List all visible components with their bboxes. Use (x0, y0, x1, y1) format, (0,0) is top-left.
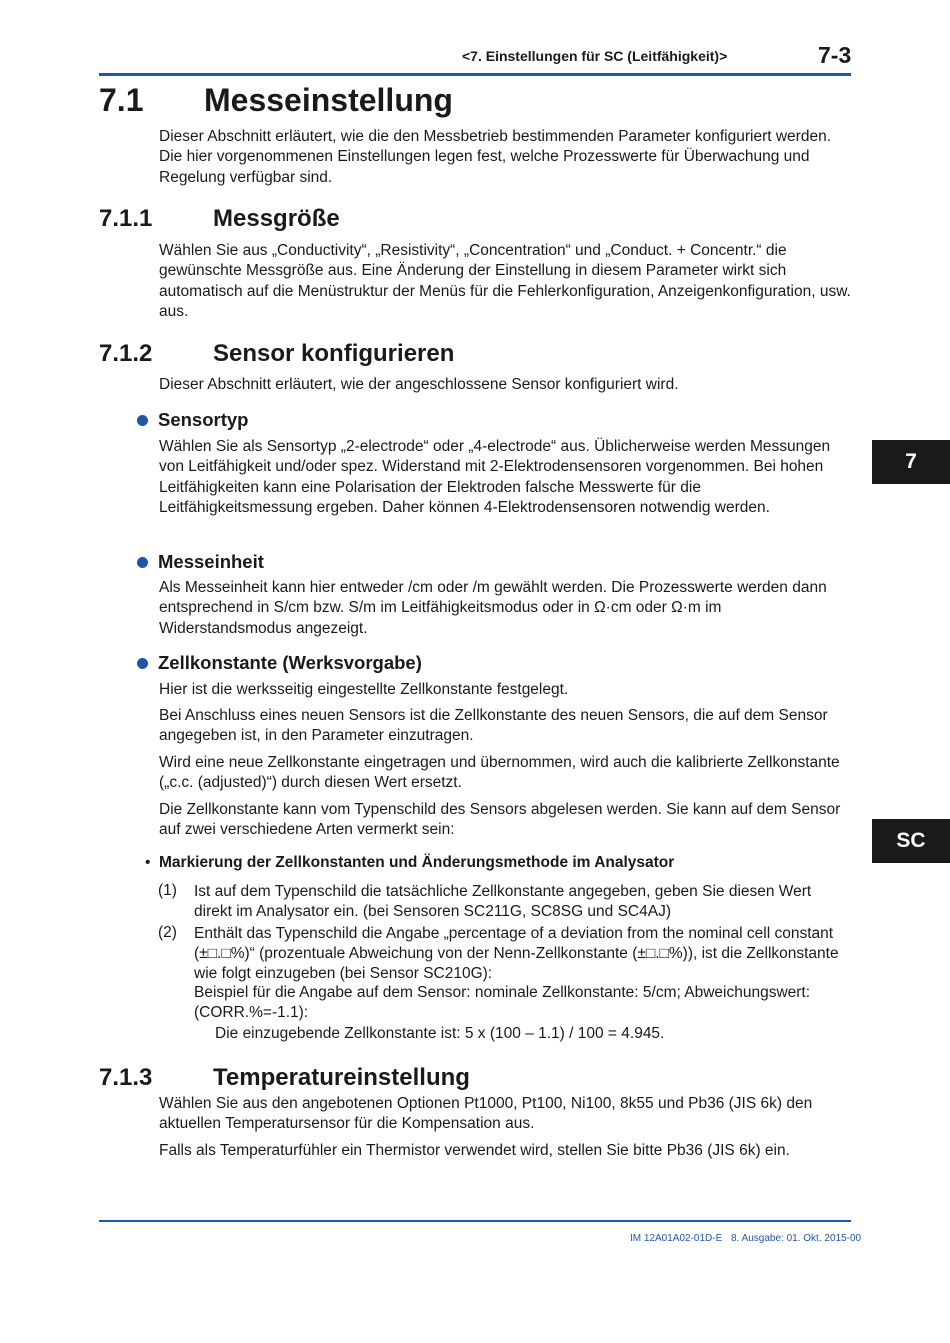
list-item-text: Ist auf dem Typenschild die tatsächliche Zellkonstante angegeben, geben Sie diesen Wert direkt im Analysator ein. (bei Sensoren SC211G, SC8SG und SC4AJ) (194, 883, 812, 920)
subsection-number: 7.1.2 (99, 340, 153, 367)
subsection-title: Sensor konfigurieren (213, 340, 455, 367)
subsection-body: Wählen Sie aus „Conductivity“, „Resistivity“, „Concentration“ und „Conduct. + Concentr.“ die gewünschte Messgröße aus. Eine Änderung der Einstellung in diesem Parameter wirkt sich automatisch auf die Menüstruktur der Menüs für die Fehlerkonfiguration, Anzeigenkonfiguration, usw. aus. (159, 242, 851, 320)
subsection-number: 7.1.3 (99, 1064, 153, 1091)
page-number: 7-3 (818, 42, 852, 68)
chapter-tab: 7 (872, 440, 950, 484)
small-bullet-icon: • (145, 854, 151, 871)
list-item-number: (1) (158, 882, 177, 899)
subsection-body: Wählen Sie aus den angebotenen Optionen Pt1000, Pt100, Ni100, 8k55 und Pb36 (JIS 6k) den aktuellen Temperatursensor für die Kompensation aus. (159, 1095, 813, 1133)
bullet-dot-icon (137, 557, 148, 568)
section-title: Messeinstellung (204, 82, 453, 118)
list-item-text: Enthält das Typenschild die Angabe „percentage of a deviation from the nominal cell constant (±□.□%)“ (prozentuale Abweichung von der Nenn-Zellkonstante (±□.□%)), ist die Zellkonstante wie folgt einzugeben (bei Sensor SC210G): (194, 925, 839, 982)
topic-body-sensortyp: Wählen Sie als Sensortyp „2-electrode“ oder „4-electrode“ aus. Üblicherweise werden Messungen von Leitfähigkeit und/oder spez. Widerstand mit 2-Elektrodensensoren vorgenommen. Bei hohen Leitfähigkeiten kann eine Polarisation der Elektroden falsche Messwerte für die Leitfähigkeitsmessung ergeben. Daher können 4-Elektrodensensoren notwendig werden. (159, 438, 831, 516)
section-number: 7.1 (99, 82, 144, 118)
subsection-intro: Dieser Abschnitt erläutert, wie der angeschlossene Sensor konfiguriert wird. (159, 376, 679, 393)
subsection-title: Temperatureinstellung (213, 1064, 470, 1091)
footer-doc-number: IM 12A01A02-01D-E (630, 1233, 723, 1244)
footer-edition: 8. Ausgabe: 01. Okt. 2015-00 (731, 1233, 862, 1244)
section-intro: Dieser Abschnitt erläutert, wie die den Messbetrieb bestimmenden Parameter konfiguriert werden. Die hier vorgenommenen Einstellungen legen fest, welche Prozesswerte für Überwachung und Regelung verfügbar sind. (159, 128, 831, 186)
list-item-number: (2) (158, 924, 177, 941)
example-text: Beispiel für die Angabe auf dem Sensor: nominale Zellkonstante: 5/cm; Abweichungswert: (CORR.%=-1.1): (194, 984, 811, 1021)
zellkonstante-paragraph: Die Zellkonstante kann vom Typenschild des Sensors abgelesen werden. Sie kann auf dem Sensor auf zwei verschiedene Arten vermerkt sein: (159, 801, 841, 839)
header-rule (99, 73, 851, 76)
bullet-dot-icon (137, 415, 148, 426)
topic-heading-zellkonstante: Zellkonstante (Werksvorgabe) (158, 652, 422, 673)
bullet-dot-icon (137, 658, 148, 669)
subsection-body: Falls als Temperaturfühler ein Thermistor verwendet wird, stellen Sie bitte Pb36 (JIS 6k) ein. (159, 1142, 790, 1159)
topic-heading-sensortyp: Sensortyp (158, 409, 249, 430)
section-tab-sc: SC (872, 819, 950, 863)
subsection-number: 7.1.1 (99, 205, 153, 232)
example-result: Die einzugebende Zellkonstante ist: 5 x (100 – 1.1) / 100 = 4.945. (215, 1025, 665, 1042)
zellkonstante-paragraph: Wird eine neue Zellkonstante eingetragen und übernommen, wird auch die kalibrierte Zellkonstante („c.c. (adjusted)“) durch diesen Wert ersetzt. (159, 754, 840, 792)
topic-body-messeinheit: Als Messeinheit kann hier entweder /cm oder /m gewählt werden. Die Prozesswerte werden dann entsprechend in S/cm bzw. S/m im Leitfähigkeitsmodus oder in Ω·cm oder Ω·m im Widerstandsmodus angezeigt. (159, 579, 827, 637)
zellkonstante-paragraph: Hier ist die werksseitig eingestellte Zellkonstante festgelegt. (159, 681, 569, 698)
zellkonstante-paragraph: Bei Anschluss eines neuen Sensors ist die Zellkonstante des neuen Sensors, die auf dem Sensor angegeben ist, in den Parameter einzutragen. (159, 707, 828, 745)
chapter-header-title: <7. Einstellungen für SC (Leitfähigkeit)> (462, 48, 728, 64)
subsection-title: Messgröße (213, 205, 340, 232)
topic-heading-messeinheit: Messeinheit (158, 551, 264, 572)
marking-subheading: Markierung der Zellkonstanten und Änderungsmethode im Analysator (159, 854, 675, 871)
footer-rule (99, 1220, 851, 1222)
